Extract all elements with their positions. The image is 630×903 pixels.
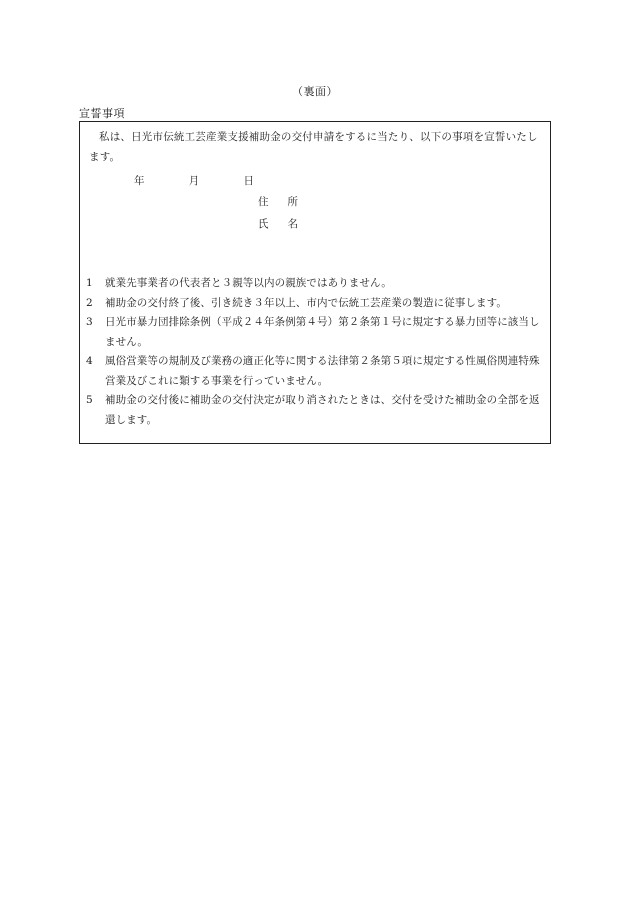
item-number: 5 [86,394,93,406]
name-label-char: 名 [287,218,298,230]
day-label: 日 [243,175,254,187]
declaration-item [86,294,548,314]
item-number: 4 [86,355,93,367]
address-label [258,194,298,209]
item-number: 2 [86,296,93,309]
declaration-box [79,121,551,444]
declaration-item [86,274,548,294]
declaration-items [86,274,548,430]
year-label: 年 [134,175,145,187]
name-label-char: 氏 [258,218,269,230]
address-label-char: 所 [287,196,298,208]
month-label: 月 [188,175,200,187]
section-title: 宣誓事項 [79,107,125,120]
address-label-char: 住 [258,196,269,208]
intro-text: 私は、日光市伝統工芸産業支援補助金の交付申請をするに当たり、以下の事項を宣誓いたします。 [89,131,538,163]
name-label [258,216,298,231]
page-heading: （裏面） [292,85,338,98]
item-text: 補助金の交付終了後、引き続き３年以上、市内で伝統工芸産業の製造に従事します。 [105,296,507,309]
declaration-item [86,313,548,352]
item-text: 日光市暴力団排除条例（平成２４年条例第４号）第２条第１号に規定する暴力団等に該当しません。 [105,316,540,348]
item-number: 3 [86,316,93,328]
date-line [134,173,254,188]
item-text: 就業先事業者の代表者と３親等以内の親族ではありません。 [105,277,392,289]
item-text: 風俗営業等の規制及び業務の適正化等に関する法律第２条第５項に規定する性風俗関連特殊営業及びこれに類する事業を行っていません。 [105,355,540,387]
declaration-item [86,352,548,391]
item-number: 1 [86,277,93,289]
item-text: 補助金の交付後に補助金の交付決定が取り消されたときは、交付を受けた補助金の全部を返還します。 [105,394,540,426]
declaration-item [86,391,548,430]
